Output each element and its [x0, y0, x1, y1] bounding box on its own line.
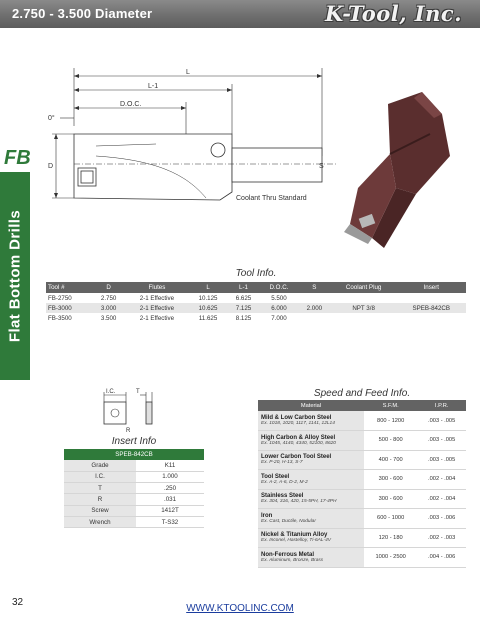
insert-part-header: SPEB-842CB [64, 449, 204, 460]
table-cell: 10.125 [198, 294, 218, 302]
page-number: 32 [12, 597, 24, 608]
dim-s-label: S [319, 163, 324, 170]
insert-r-label: R [126, 428, 131, 434]
col-material: Material [258, 400, 364, 411]
table-cell: 7.125 [227, 303, 260, 313]
col-insert: Insert [397, 282, 466, 293]
ipr-value: .002 - .003 [417, 528, 466, 548]
col-diameter: D [92, 282, 125, 293]
material-name: Lower Carbon Tool Steel [261, 454, 332, 461]
insert-attr-label: Grade [64, 460, 136, 471]
table-row [258, 431, 466, 451]
section-tab-label: Flat Bottom Drills [6, 209, 24, 343]
table-row [64, 471, 204, 482]
table-row [46, 313, 466, 323]
col-shank: S [298, 282, 331, 293]
material-name: Iron [261, 512, 273, 519]
material-examples: Ex. Cast, Ductile, Nodular [261, 518, 316, 524]
table-cell [331, 313, 397, 323]
col-doc: D.O.C. [260, 282, 298, 293]
col-tool-number: Tool # [46, 282, 92, 293]
col-coolant-plug: Coolant Plug [331, 282, 397, 293]
ipr-value: .002 - .004 [417, 489, 466, 509]
material-examples: Ex. 1018, 1020, 1117, 1141, 12L14 [261, 421, 335, 426]
dim-l1-label: L-1 [148, 83, 159, 90]
table-cell: 6.625 [235, 294, 252, 302]
table-cell [298, 313, 331, 323]
ipr-value: .004 - .006 [417, 548, 466, 568]
tool-part-link[interactable]: FB-3000 [46, 303, 92, 313]
dim-l-label: L [186, 69, 190, 76]
table-cell [298, 293, 331, 303]
table-cell: 3.000 [92, 303, 125, 313]
dim-doc-label: D.O.C. [120, 101, 142, 108]
material-name: Nickel & Titanium Alloy [261, 532, 328, 539]
insert-info-caption: Insert Info [111, 436, 157, 447]
table-cell: 2-1 Effective [139, 294, 175, 302]
sfm-value: 500 - 800 [364, 431, 417, 451]
table-row [258, 470, 466, 490]
coolant-note: Coolant Thru Standard [236, 195, 307, 202]
table-row [64, 516, 204, 527]
insert-attr-value: 1412T [136, 505, 204, 516]
table-cell: 2-1 Effective [139, 314, 175, 322]
material-name: Non-Ferrous Metal [261, 551, 315, 558]
tool-dimension-drawing [36, 64, 346, 214]
table-row [64, 505, 204, 516]
table-cell: 8.125 [235, 314, 252, 322]
tool-info-table [46, 282, 466, 323]
sfm-value: 800 - 1200 [364, 411, 417, 431]
table-row [64, 483, 204, 494]
insert-ic-label: I.C. [106, 389, 116, 395]
table-row [46, 303, 466, 313]
sfm-value: 400 - 700 [364, 450, 417, 470]
insert-attr-label: Wrench [64, 516, 136, 527]
col-sfm: S.F.M. [364, 400, 417, 411]
table-row [258, 450, 466, 470]
table-row [258, 509, 466, 529]
speed-feed-caption: Speed and Feed Info. [313, 388, 411, 399]
table-cell [331, 293, 397, 303]
table-row [64, 494, 204, 505]
table-cell: 3.500 [100, 314, 117, 322]
ipr-value: .003 - .006 [417, 509, 466, 529]
table-row [46, 293, 466, 303]
col-length-1: L-1 [227, 282, 260, 293]
ipr-value: .003 - .005 [417, 431, 466, 451]
material-examples: Ex. P-20, H-13, S-7 [261, 460, 303, 466]
material-examples: Ex. A-2, A-6, D-2, M-2 [261, 479, 308, 485]
material-name: Stainless Steel [261, 493, 304, 500]
tool-part-link[interactable]: FB-3500 [48, 314, 72, 322]
table-cell: 5.500 [271, 294, 287, 302]
ipr-value: .003 - .005 [417, 411, 466, 431]
brand-logo: K-Tool, Inc. [325, 1, 462, 26]
insert-t-label: T [136, 389, 140, 395]
material-examples: Ex. 304, 316, 420, 15-5PH, 17-4PH [261, 499, 337, 505]
material-name: High Carbon & Alloy Steel [261, 434, 336, 441]
table-row [258, 489, 466, 509]
col-flutes: Flutes [125, 282, 189, 293]
col-ipr: I.P.R. [417, 400, 466, 411]
section-code: FB [4, 147, 31, 169]
insert-attr-value: .031 [136, 494, 204, 505]
table-cell: 2.000 [298, 303, 331, 313]
table-row [64, 460, 204, 471]
dim-angle-label: 0° [48, 115, 55, 122]
section-tab [0, 172, 30, 380]
table-cell: 7.000 [271, 314, 287, 322]
material-name: Tool Steel [261, 473, 290, 480]
material-examples: Ex. 1045, 4140, 4340, 52100, 8620 [261, 440, 336, 446]
insert-attr-value: T-S32 [136, 516, 204, 527]
insert-info-table [64, 449, 204, 528]
insert-attr-value: K11 [136, 460, 204, 471]
website-link[interactable]: WWW.KTOOLINC.COM [186, 603, 294, 614]
sfm-value: 1000 - 2500 [364, 548, 417, 568]
sfm-value: 300 - 600 [364, 489, 417, 509]
material-examples: Ex. Inconel, Hastelloy, Ti-6AL-4V [261, 538, 331, 544]
table-cell: SPEB-842CB [397, 303, 466, 313]
tool-info-caption: Tool Info. [235, 268, 277, 279]
table-cell [397, 313, 466, 323]
insert-attr-label: R [64, 494, 136, 505]
table-cell: 10.625 [189, 303, 227, 313]
insert-attr-label: T [64, 483, 136, 494]
table-cell [397, 293, 466, 303]
sfm-value: 600 - 1000 [364, 509, 417, 529]
table-cell: 11.625 [198, 314, 218, 322]
material-examples: Ex. Aluminum, Bronze, Brass [261, 557, 324, 563]
sfm-value: 300 - 600 [364, 470, 417, 490]
speed-feed-table [258, 400, 466, 568]
material-name: Mild & Low Carbon Steel [261, 415, 332, 421]
insert-attr-value: .250 [136, 483, 204, 494]
page-header [0, 0, 480, 28]
sfm-value: 120 - 180 [364, 528, 417, 548]
table-cell: 2.750 [100, 294, 117, 302]
table-row [258, 548, 466, 568]
table-cell: NPT 3/8 [331, 303, 397, 313]
table-row [258, 411, 466, 431]
tool-part-link[interactable]: FB-2750 [48, 294, 72, 302]
insert-attr-label: Screw [64, 505, 136, 516]
dim-d-label: D [48, 163, 54, 170]
ipr-value: .002 - .004 [417, 470, 466, 490]
ipr-value: .003 - .005 [417, 450, 466, 470]
table-cell: 2-1 Effective [125, 303, 189, 313]
table-row [258, 528, 466, 548]
insert-attr-label: I.C. [64, 471, 136, 482]
table-cell: 6.000 [260, 303, 298, 313]
col-length: L [189, 282, 227, 293]
tool-photo [330, 84, 462, 264]
insert-attr-value: 1.000 [136, 471, 204, 482]
page-title: 2.750 - 3.500 Diameter [12, 6, 153, 21]
